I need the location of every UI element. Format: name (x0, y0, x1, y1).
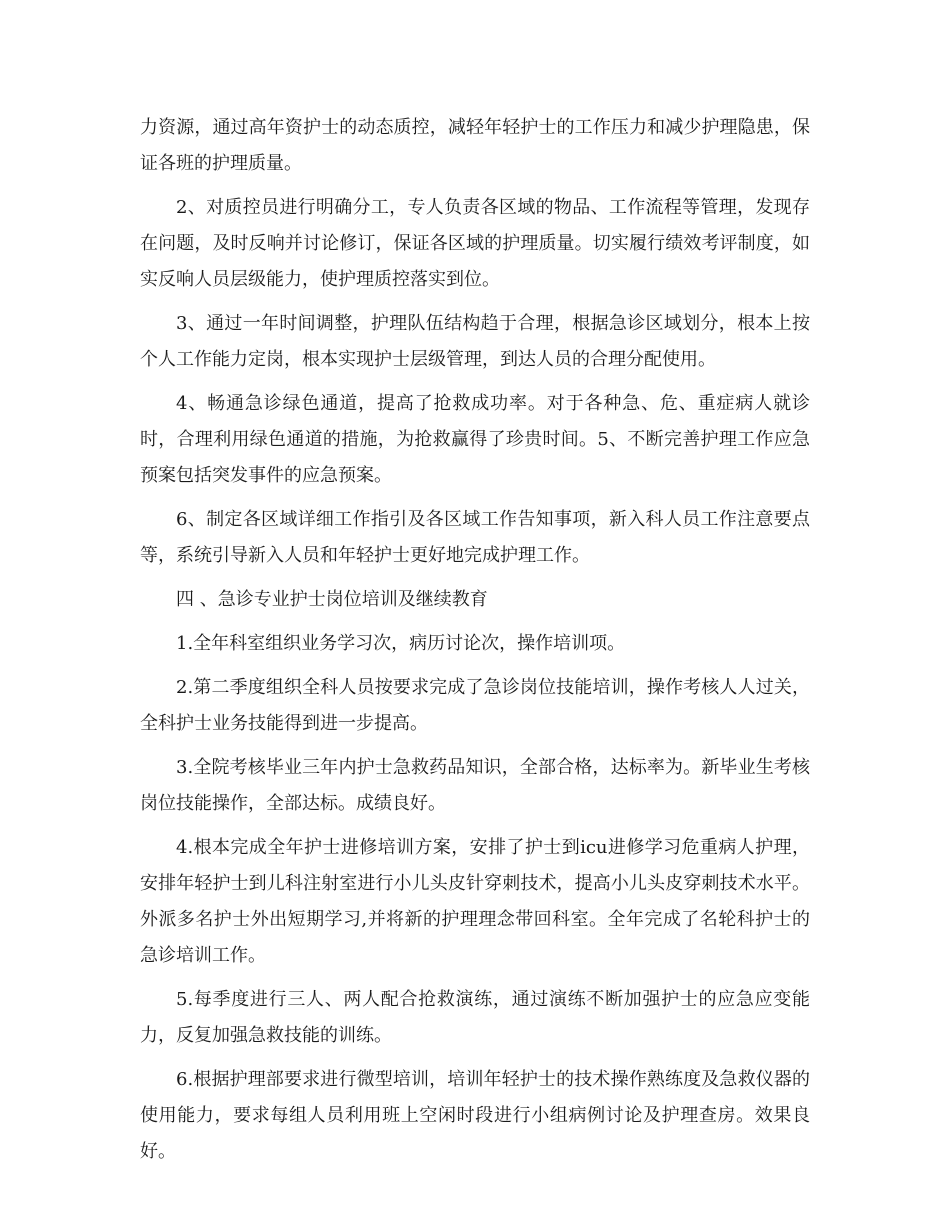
training-item-4: 4.根本完成全年护士进修培训方案，安排了护士到icu进修学习危重病人护理，安排年轻护士到儿科注射室进行小儿头皮针穿刺技术，提高小儿头皮穿刺技术水平。外派多名护士外出短期学习,并将新的护理理念带回科室。全年完成了名轮科护士的急诊培训工作。 (140, 837, 810, 966)
training-item-3: 3.全院考核毕业三年内护士急救药品知识，全部合格，达标率为。新毕业生考核岗位技能操作，全部达标。成绩良好。 (140, 757, 810, 814)
paragraph-item-6: 6、制定各区域详细工作指引及各区域工作告知事项，新入科人员工作注意要点等，系统引导新入人员和年轻护士更好地完成护理工作。 (140, 509, 810, 566)
paragraph-item-3: 3、通过一年时间调整，护理队伍结构趋于合理，根据急诊区域划分，根本上按个人工作能力定岗，根本实现护士层级管理，到达人员的合理分配使用。 (140, 313, 810, 370)
paragraph-item-2: 2、对质控员进行明确分工，专人负责各区域的物品、工作流程等管理，发现存在问题，及时反响并讨论修订，保证各区域的护理质量。切实履行绩效考评制度，如实反响人员层级能力，使护理质控落实到位。 (140, 197, 810, 290)
training-item-6: 6.根据护理部要求进行微型培训，培训年轻护士的技术操作熟练度及急救仪器的使用能力，要求每组人员利用班上空闲时段进行小组病例讨论及护理查房。效果良好。 (140, 1069, 810, 1162)
paragraph-item-4: 4、畅通急诊绿色通道，提高了抢救成功率。对于各种急、危、重症病人就诊时，合理利用绿色通道的措施，为抢救赢得了珍贵时间。5、不断完善护理工作应急预案包括突发事件的应急预案。 (140, 393, 810, 486)
training-item-5: 5.每季度进行三人、两人配合抢救演练，通过演练不断加强护士的应急应变能力，反复加强急救技能的训练。 (140, 989, 810, 1046)
training-item-1: 1.全年科室组织业务学习次，病历讨论次，操作培训项。 (176, 633, 626, 654)
document-body (140, 110, 810, 1178)
paragraph-continuation: 力资源，通过高年资护士的动态质控，减轻年轻护士的工作压力和减少护理隐患，保证各班的护理质量。 (140, 117, 810, 174)
section-heading-4: 四 、急诊专业护士岗位培训及继续教育 (176, 589, 488, 610)
training-item-2: 2.第二季度组织全科人员按要求完成了急诊岗位技能培训，操作考核人人过关，全科护士业务技能得到进一步提高。 (140, 677, 810, 734)
